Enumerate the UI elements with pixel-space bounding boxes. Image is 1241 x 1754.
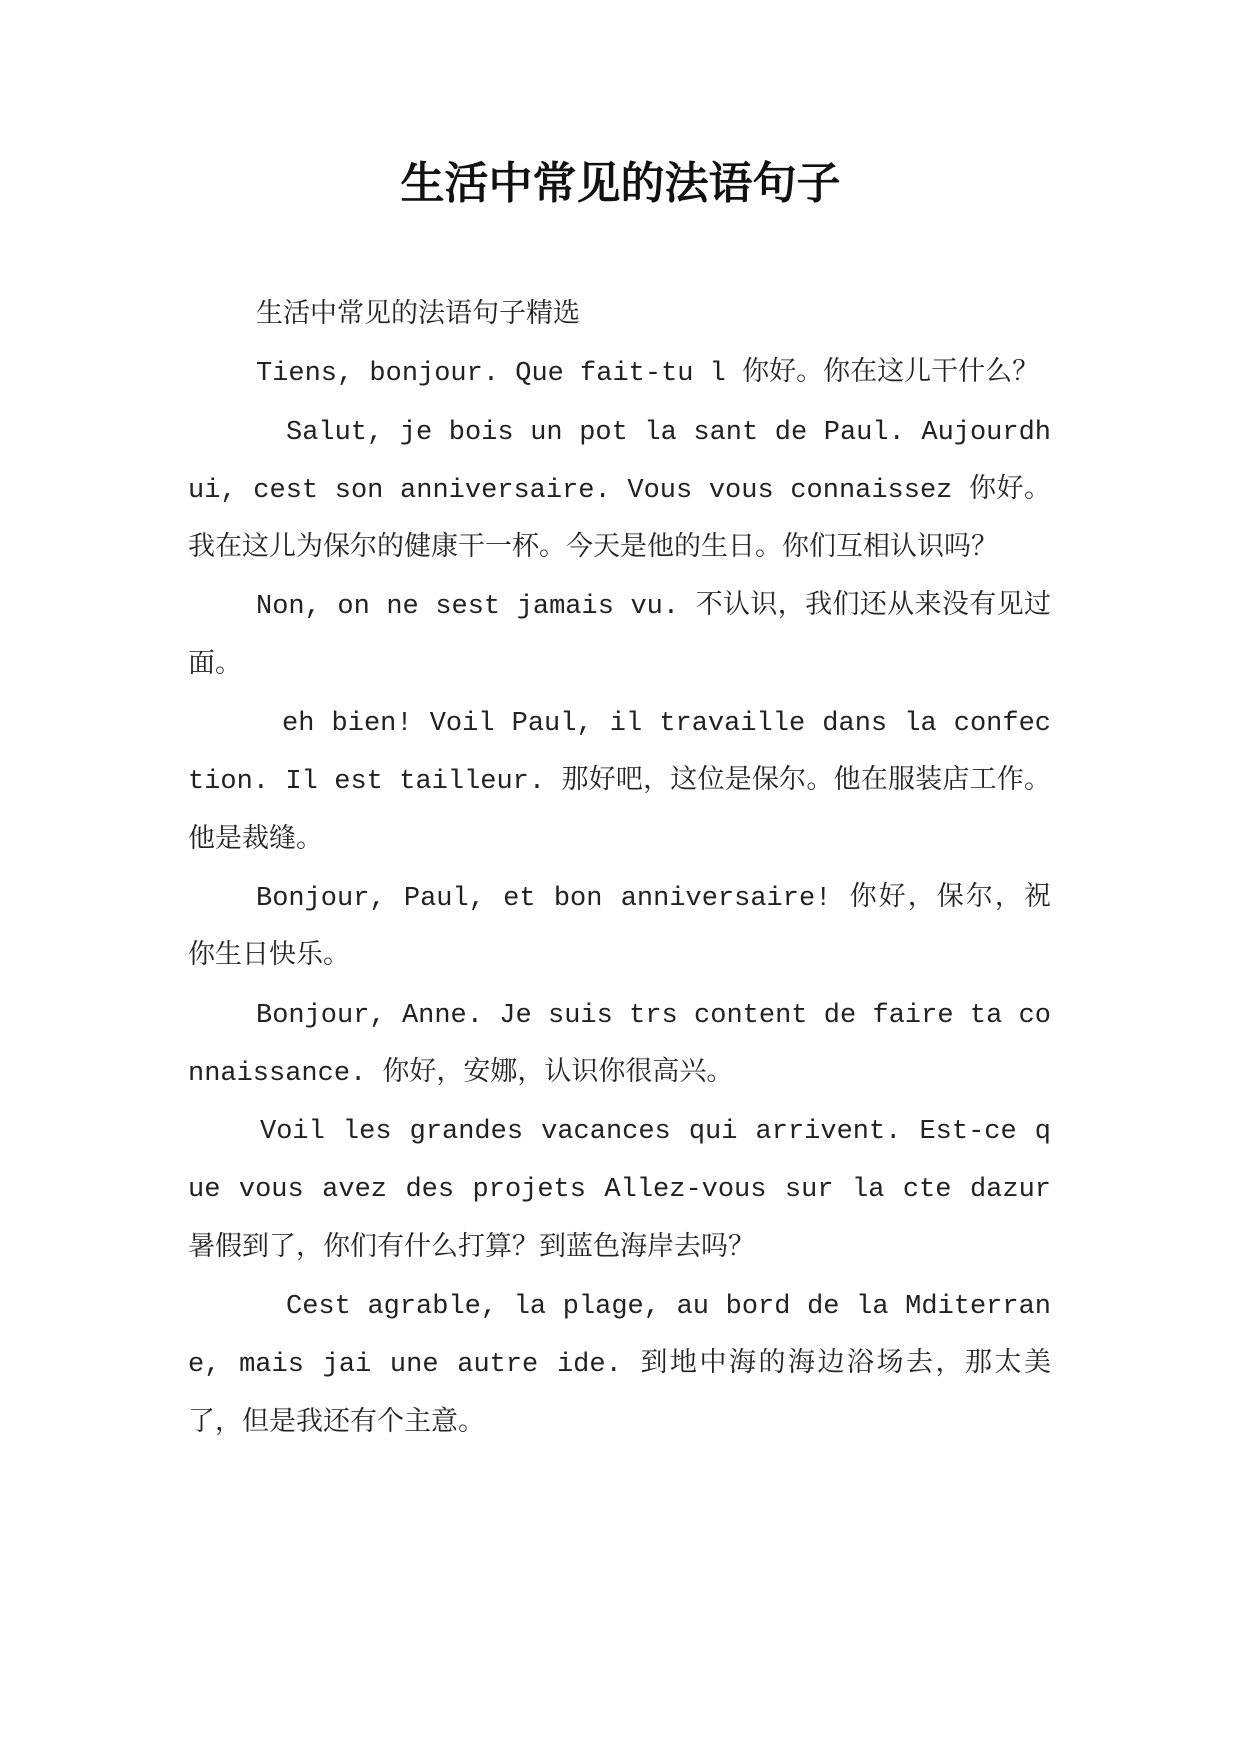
paragraph: Tiens, bonjour. Que fait-tu l 你好。你在这儿干什么？ xyxy=(256,359,1040,390)
paragraph: Cest agrable, la plage, au bord de la Mditerrane, mais jai une autre ide. 到地中海的海边浴场去，那太美了，但是我还有个主意。 xyxy=(188,1292,1051,1439)
paragraph: Voil les grandes vacances qui arrivent. Est-ce que vous avez des projets Allez-vous sur la cte dazur 暑假到了，你们有什么打算？到蓝色海岸去吗？ xyxy=(188,1117,1051,1264)
document-title: 生活中常见的法语句子 xyxy=(400,158,841,209)
paragraph: Salut, je bois un pot la sant de Paul. Aujourdhui, cest son anniversaire. Vous vous connaissez 你好。我在这儿为保尔的健康干一杯。今天是他的生日。你们互相认识吗？ xyxy=(188,417,1051,565)
paragraph: Non, on ne sest jamais vu. 不认识，我们还从来没有见过面。 xyxy=(188,592,1051,681)
paragraph: Bonjour, Paul, et bon anniversaire! 你好，保尔，祝你生日快乐。 xyxy=(188,883,1051,973)
document-body xyxy=(188,287,1051,1453)
paragraph: Bonjour, Anne. Je suis trs content de faire ta connaissance. 你好，安娜，认识你很高兴。 xyxy=(188,1000,1051,1089)
paragraph-subtitle: 生活中常见的法语句子精选 xyxy=(256,301,580,331)
paragraph: eh bien! Voil Paul, il travaille dans la confection. Il est tailleur. 那好吧，这位是保尔。他在服装店工作。他是裁缝。 xyxy=(188,709,1051,856)
